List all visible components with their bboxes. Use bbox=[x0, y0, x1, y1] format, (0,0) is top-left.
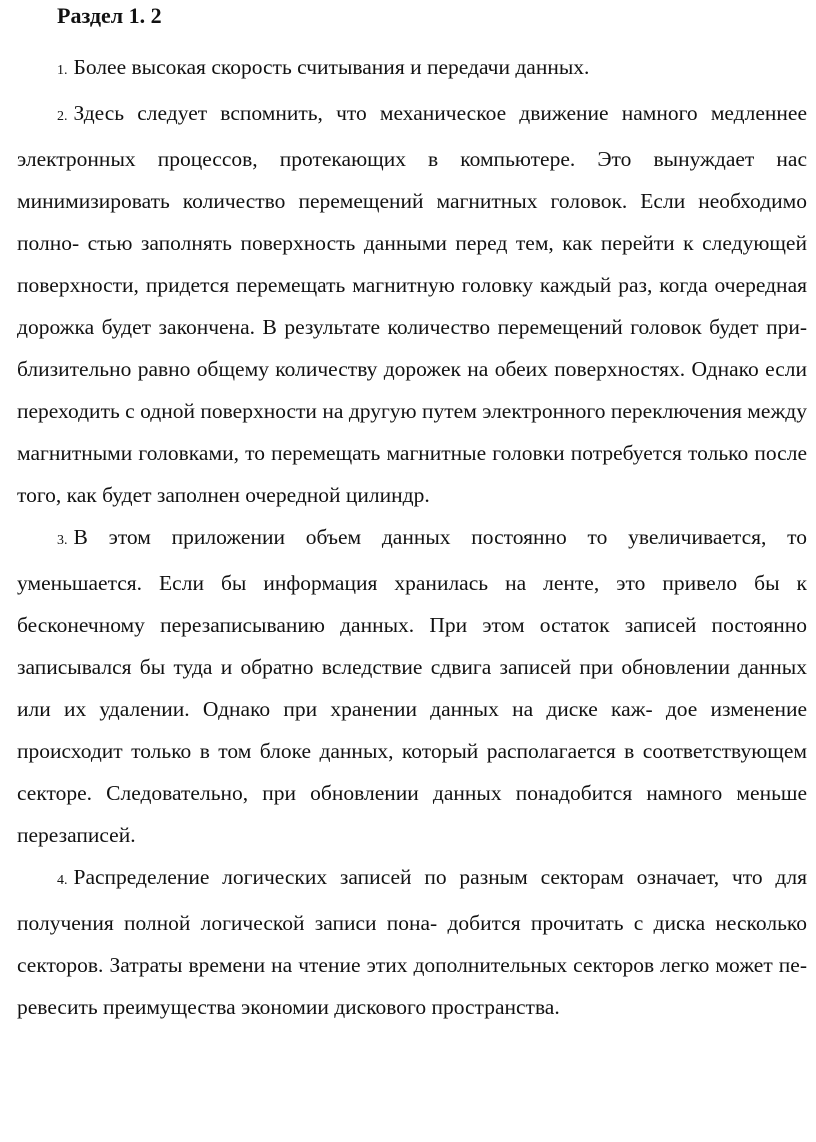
list-item-1 bbox=[17, 46, 807, 92]
list-item-2 bbox=[17, 92, 807, 516]
document-page bbox=[17, 0, 807, 1028]
item-text: Здесь следует вспомнить, что механическое движение намного медленнее электронных процессов, протекающих в компьютере. Это вынуждает нас минимизировать количество перемещений магнитных головок. Если необходимо полно- стью заполнять поверхность данными перед тем, как перейти к следующей поверхности, придется перемещать магнитную головку каждый раз, когда очередная дорожка будет закончена. В результате количество перемещений головок будет при- близительно равно общему количеству дорожек на обеих поверхностях. Однако если переходить с одной поверхности на другую путем электронного переключения между магнитными головками, то перемещать магнитные головки потребуется только после того, как будет заполнен очередной цилиндр. bbox=[17, 101, 807, 507]
item-number: 3. bbox=[57, 533, 68, 548]
list-item-4 bbox=[17, 856, 807, 1028]
item-number: 4. bbox=[57, 873, 68, 888]
item-text: В этом приложении объем данных постоянно то увеличивается, то уменьшается. Если бы информация хранилась на ленте, это привело бы к бесконечному перезаписыванию данных. При этом остаток записей постоянно записывался бы туда и обратно вследствие сдвига записей при обновлении данных или их удалении. Однако при хранении данных на диске каж- дое изменение происходит только в том блоке данных, который располагается в соответствующем секторе. Следовательно, при обновлении данных понадобится намного меньше перезаписей. bbox=[17, 525, 807, 847]
item-number: 2. bbox=[57, 109, 68, 124]
list-item-3 bbox=[17, 516, 807, 856]
item-text: Более высокая скорость считывания и передачи данных. bbox=[73, 55, 590, 79]
item-text: Распределение логических записей по разным секторам означает, что для получения полной логической записи пона- добится прочитать с диска несколько секторов. Затраты времени на чтение этих дополнительных секторов легко может пе- ревесить преимущества экономии дискового пространства. bbox=[17, 865, 807, 1019]
section-heading: Раздел 1. 2 bbox=[57, 3, 162, 28]
item-number: 1. bbox=[57, 63, 68, 78]
